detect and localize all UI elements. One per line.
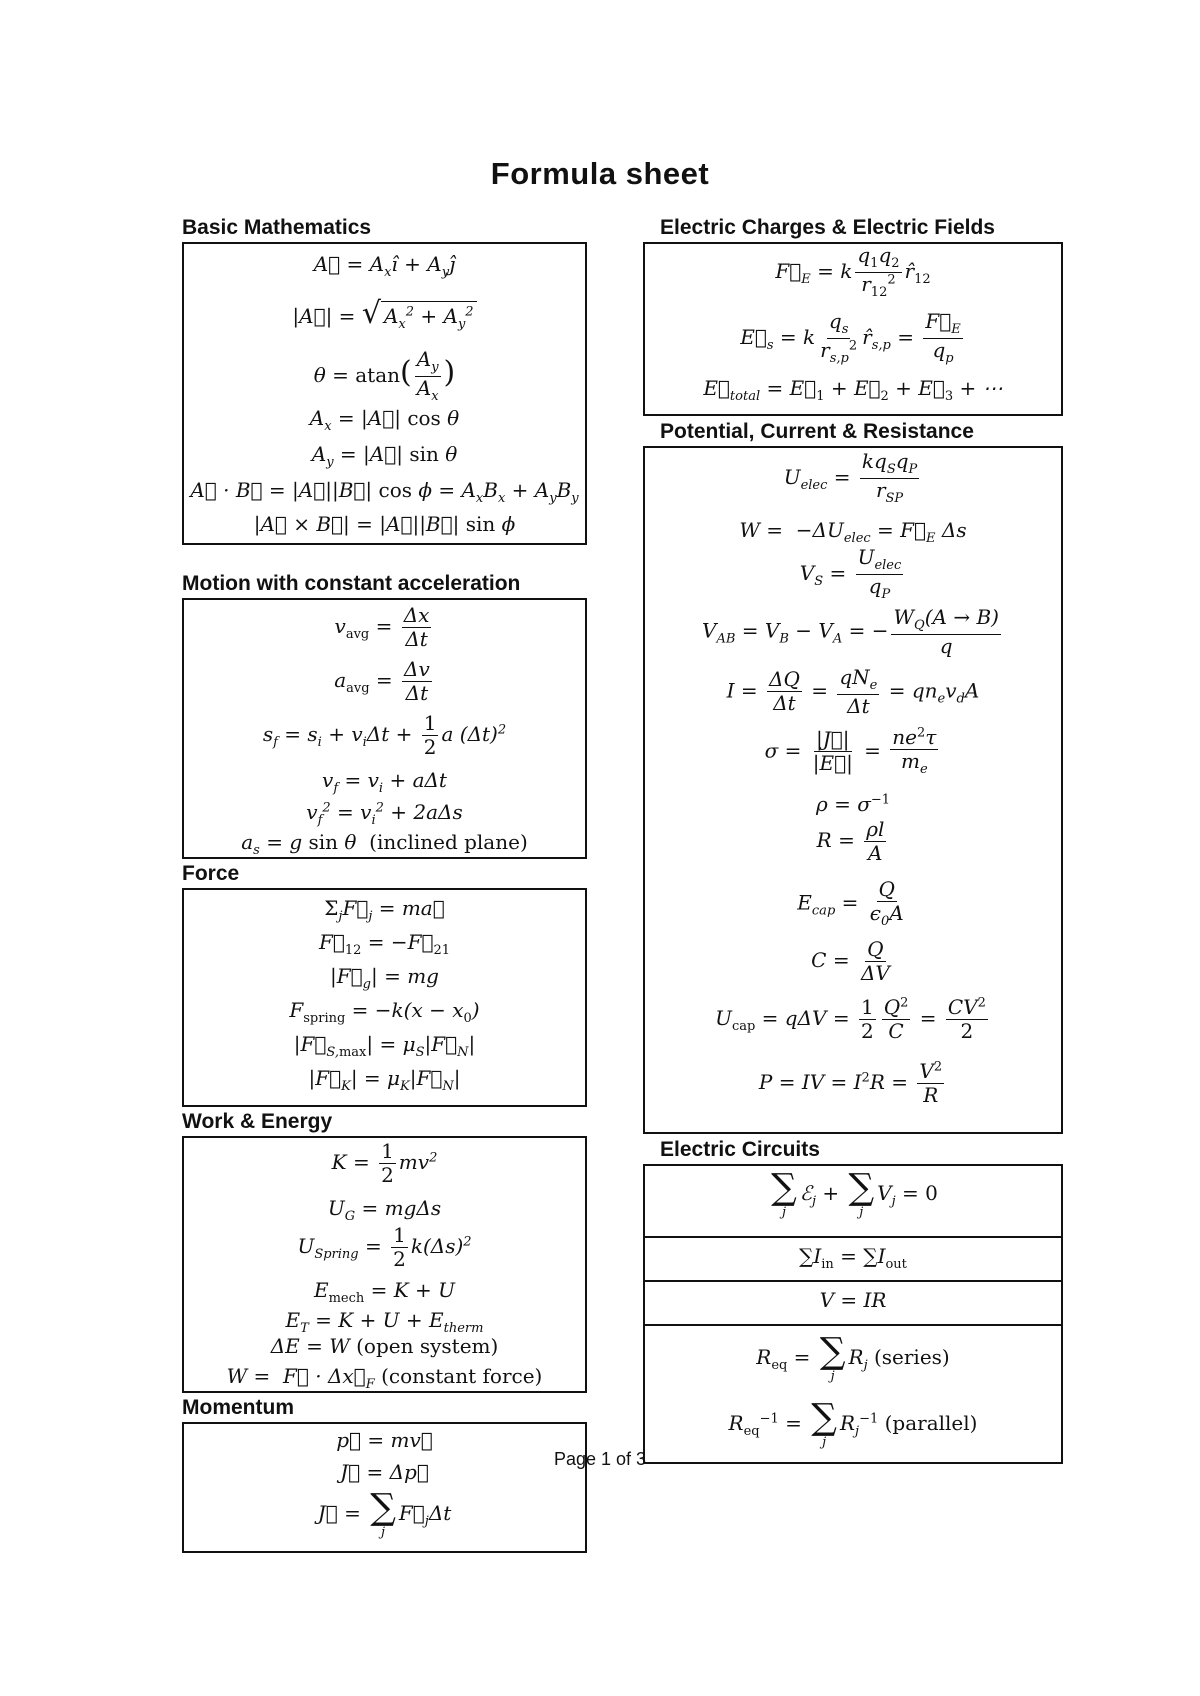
eq-resistance: R = $\frac{\rho l}{A}$	[816, 817, 885, 865]
eq-vector-magnitude: |A⃗| = √ $A_x^2 + A_y^2$	[184, 296, 585, 332]
eq-vector-components: A⃗ = $A_xî$ + $A_yĵ$	[313, 252, 456, 280]
eq-inclined-plane: $a_s = g$ sin θ (inclined plane)	[241, 830, 528, 858]
heading-work-energy: Work & Energy	[182, 1110, 333, 1133]
eq-ohms-law: V = IR	[819, 1288, 887, 1312]
eq-current: I = $\frac{\Delta Q}{\Delta t}$ = $\frac{qN_e}{\Delta t}$ = $qn_ev_dA$	[726, 665, 980, 718]
eq-impulse-momentum: J⃗ = Δp⃗	[340, 1460, 429, 1484]
eq-newton-third: $F⃗_{12}$ = $-F⃗_{21}$	[318, 930, 451, 958]
eq-gravity: $|F⃗_g|$ = mg	[330, 964, 439, 992]
eq-gravitational-pe: $U_G = mg\Delta s$	[327, 1196, 442, 1224]
eq-open-system: ΔE = W (open system)	[270, 1334, 499, 1358]
motion-box	[182, 598, 587, 859]
eq-impulse-force: J⃗ = ∑ j $F⃗_j\Delta t$	[317, 1487, 452, 1540]
eq-angle: θ = atan( $\frac{A_y}{A_x}$ )	[313, 347, 456, 404]
eq-resistivity: $\rho = \sigma^{-1}$	[815, 792, 891, 816]
eq-position: $s_f = s_i + v_i\Delta t$ + $\frac{1}{2}$ a $(\Delta t)^2$	[262, 711, 507, 759]
eq-potential: $V_S$ = $\frac{U_{elec}}{q_P}$	[799, 545, 902, 602]
electric-fields-box	[643, 242, 1063, 416]
eq-electric-field: $E⃗_s = k$ $\frac{q_s}{r_{s,p}^2}$ $r̂_{s,p}$ = $\frac{F⃗_E}{q_p}$	[740, 309, 961, 366]
eq-electric-pe: $U_{elec}$ = $\frac{kq_Sq_P}{r_{SP}}$	[783, 449, 918, 506]
eq-spring-force: $F_{spring} = -k(x - x_0)$	[289, 998, 480, 1026]
force-box	[182, 888, 587, 1107]
basic-mathematics-box	[182, 242, 587, 545]
eq-momentum: p⃗ = mv⃗	[336, 1428, 433, 1452]
eq-parallel-resistance: $R_{eq}^{-1}$ = ∑ j $R_j^{-1}$ (parallel)	[728, 1397, 978, 1450]
eq-superposition: $E⃗_{total}$ = $E⃗_1$ + $E⃗_2$ + $E⃗_3$ + ⋯	[703, 376, 1003, 404]
page-footer: Page 1 of 3	[553, 1449, 647, 1469]
eq-capacitor-field: $E_{cap}$ = $\frac{Q}{\epsilon_0A}$	[797, 877, 904, 929]
eq-velocity-squared: $v_f^2 = v_i^2 + 2a\Delta s$	[306, 800, 463, 828]
eq-capacitor-energy: $U_{cap} = q\Delta V$ = $\frac{1}{2}$ $\frac{Q^2}{C}$ = $\frac{CV^2}{2}$	[715, 995, 986, 1043]
potential-box	[643, 446, 1063, 1134]
eq-ax: $A_x$ = |A⃗| cos θ	[309, 406, 460, 434]
eq-newton-second: $\Sigma_jF⃗_j$ = ma⃗	[324, 896, 445, 924]
heading-force: Force	[182, 862, 240, 885]
eq-cross-product: |A⃗ × B⃗| = |A⃗||B⃗| sin ϕ	[253, 512, 516, 536]
eq-velocity: $v_f = v_i + a\Delta t$	[322, 768, 447, 796]
heading-potential: Potential, Current & Resistance	[660, 420, 974, 443]
kirchhoff-loop-row	[645, 1166, 1061, 1238]
work-energy-box	[182, 1136, 587, 1393]
equivalent-resistance-row	[645, 1324, 1061, 1464]
eq-potential-difference: $V_{AB} = V_B - V_A$ = − $\frac{W_Q(A \to B)}{q}$	[702, 605, 999, 658]
eq-mechanical-energy: $E_{mech} = K + U$	[313, 1278, 456, 1306]
eq-kirchhoff-junction: $\sum I_{in} = \sum I_{out}$	[799, 1244, 907, 1272]
momentum-box	[182, 1422, 587, 1553]
eq-vavg: $v_{avg}$ = $\frac{\Delta x}{\Delta t}$	[334, 603, 430, 651]
heading-circuits: Electric Circuits	[660, 1138, 820, 1161]
eq-coulomb: $F⃗_E = k$ $\frac{q_1q_2}{r_{12}^2}$ $r̂_{12}$	[775, 243, 931, 300]
eq-dot-product: A⃗ · B⃗ = |A⃗||B⃗| $\cos \phi = A_xB_x + A_yB_y$	[190, 478, 579, 506]
eq-work-potential: $W = -\Delta U_{elec}$ = $F⃗_E$ Δs	[739, 518, 967, 546]
eq-kirchhoff-loop: ∑ j ℰ$_j$ + ∑ j $V_j = 0$	[771, 1167, 938, 1220]
eq-series-resistance: $R_{eq}$ = ∑ j $R_j$ (series)	[756, 1331, 950, 1384]
eq-ay: $A_y$ = |A⃗| sin θ	[311, 442, 458, 470]
eq-kinetic-friction: $|F⃗_K|$ = $\mu_K|F⃗_N|$	[308, 1066, 461, 1094]
eq-conductivity: σ = $\frac{|J⃗|}{|E⃗|}$ = $\frac{ne^2\tau}{m_e}$	[764, 725, 937, 777]
heading-momentum: Momentum	[182, 1396, 294, 1419]
ohms-law-row	[645, 1280, 1061, 1326]
heading-basic-mathematics: Basic Mathematics	[182, 216, 372, 239]
circuits-box	[643, 1164, 1063, 1464]
eq-work: W = F⃗ · $\Delta x⃗_F$ (constant force)	[226, 1364, 543, 1392]
eq-spring-pe: $U_{Spring}$ = $\frac{1}{2}$ $k(\Delta s)^2$	[297, 1223, 472, 1271]
eq-power: P = IV = $I^2R$ = $\frac{V^2}{R}$	[758, 1059, 943, 1107]
eq-total-energy: $E_T = K + U + E_{therm}$	[285, 1308, 484, 1336]
kirchhoff-junction-row	[645, 1236, 1061, 1282]
heading-motion: Motion with constant acceleration	[182, 572, 521, 595]
heading-electric-fields: Electric Charges & Electric Fields	[660, 216, 995, 239]
eq-aavg: $a_{avg}$ = $\frac{\Delta v}{\Delta t}$	[334, 657, 430, 705]
eq-static-friction: $|F⃗_{S,max}|$ = $\mu_S|F⃗_N|$	[293, 1032, 476, 1060]
eq-kinetic-energy: K = $\frac{1}{2}$ $mv^2$	[331, 1139, 438, 1187]
eq-capacitance: C = $\frac{Q}{\Delta V}$	[811, 937, 890, 985]
page-title: Formula sheet	[490, 156, 710, 191]
